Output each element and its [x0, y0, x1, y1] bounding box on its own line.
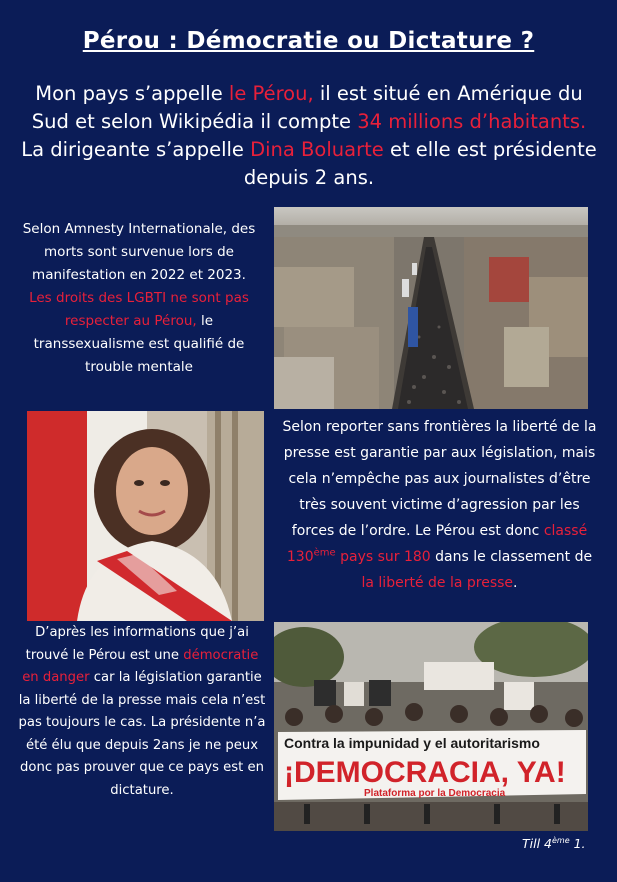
president-portrait-photo — [27, 411, 264, 621]
intro-paragraph: Mon pays s’appelle le Pérou, il est situé en Amérique du Sud et selon Wikipédia il compte 34 millions d’habitants. La dirigeante s’appelle Dina Boluarte et elle est présidente depuis 2 ans. — [21, 82, 597, 189]
conclusion-paragraph: D’après les informations que j’ai trouvé le Pérou est une démocratie en danger car la législation garantie la liberté de la presse mais cela n’est pas toujours le cas. La présidente n’a été élu que depuis 2ans je ne peux donc pas prouver que ce pays est en dictature. — [18, 625, 266, 798]
author-signature: Till 4ème 1. — [522, 835, 586, 851]
banner-line-3: Plataforma por la Democracia — [364, 788, 506, 799]
crowd-street-photo — [274, 207, 588, 409]
banner-line-1: Contra la impunidad y el autoritarismo — [284, 735, 540, 751]
page-title: Pérou : Démocratie ou Dictature ? — [82, 28, 535, 54]
amnesty-paragraph: Selon Amnesty Internationale, des morts sont survenue lors de manifestation en 2022 et 2023. Les droits des LGBTI ne sont pas respecter au Pérou, le transsexualisme est qualifié de trouble mentale — [22, 221, 256, 375]
protest-banner-photo — [274, 622, 588, 831]
rsf-paragraph: Selon reporter sans frontières la liberté de la presse est garantie par aux législation, mais cela n’empêche pas aux journalistes d’être très souvent victime d’agression par les forces de l’ordre. Le Pérou est donc classé 130ème pays sur 180 dans le classement de la liberté de la presse. — [282, 419, 597, 591]
banner-line-2: ¡DEMOCRACIA, YA! — [284, 756, 566, 789]
